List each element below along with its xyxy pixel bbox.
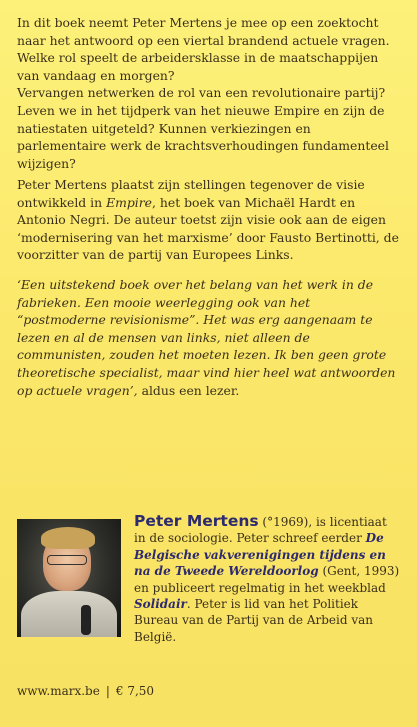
photo-microphone [81,605,91,635]
intro-line: Leven we in het tijdperk van het nieuwe Empire en zijn de natiestaten uitgeteld? Kunnen verkiezingen en parlementaire werk de krachtsverhoudingen fundamenteel wijzigen? [17,102,389,171]
bio-text3: . Peter is lid van het Politiek Bureau van de Partij van de Arbeid van België. [134,597,374,644]
intro-line: Vervangen netwerken de rol van een revolutionaire partij? [17,85,386,101]
reader-quote [17,276,399,399]
intro-line: Welke rol speelt de arbeidersklasse in de maatschappijen van vandaag en morgen? [17,50,379,83]
magazine-title: Solidair [134,597,187,612]
bio-text2: (Gent, 1993) en publiceert regelmatig in het weekblad [134,564,400,595]
footer-separator: | [105,684,110,698]
about-paragraph [17,176,399,264]
author-photo [17,519,121,637]
quote-text [17,276,399,399]
quote-attribution: aldus een lezer. [137,382,240,398]
empire-title: Empire [106,194,153,210]
footer [17,684,154,698]
author-bio [134,513,402,645]
intro-line: In dit boek neemt Peter Mertens je mee op een zoektocht naar het antwoord op een viertal brandend actuele vragen. [17,15,390,48]
about-part2: , het boek van Michaël Hardt en Antonio Negri. De auteur toetst zijn visie ook aan de eigen ‘modernisering van het marxisme’ door Fausto Bertinotti, de voorzitter van de partij van Europees Links. [17,194,399,263]
bio-text1: (°1969), is licentiaat in de sociologie. Peter schreef eerder [134,515,387,546]
about-text [17,176,399,264]
about-part1: Peter Mertens plaatst zijn stellingen tegenover de visie ontwikkeld in [17,177,365,210]
author-name: Peter Mertens [134,512,259,530]
photo-glasses [47,555,87,565]
photo-hair [41,527,95,549]
intro-text [17,14,399,172]
photo-body [21,591,117,637]
book-title: De Belgische vakverenigingen tijdens en na de Tweede Wereldoorlog [134,531,386,579]
price: € 7,50 [115,684,155,698]
quote-body: ‘Een uitstekend boek over het belang van het werk in de fabrieken. Een mooie weerlegging ook van het “postmoderne revisionisme”. Het was erg aangenaam te lezen en al de mensen van links, niet alleen de communisten, zouden het moeten lezen. Ik ben geen grote theoretische specialist, maar vind hier heel wat antwoorden op actuele vragen’, [17,277,396,398]
website-url[interactable]: www.marx.be [17,684,100,698]
